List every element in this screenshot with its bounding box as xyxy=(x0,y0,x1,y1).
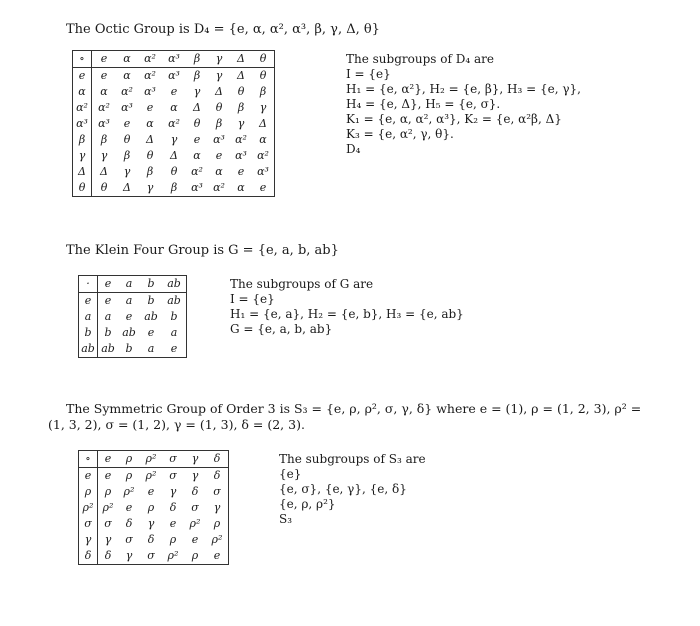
table-cell: ρ² xyxy=(189,517,201,530)
table-header-cell: α³ xyxy=(73,116,92,132)
table-cell: α xyxy=(193,149,201,162)
table-cell: α² xyxy=(235,133,247,146)
table-cell: α² xyxy=(144,69,156,82)
table-cell: Δ xyxy=(100,165,108,178)
subgroup-line: {e, ρ, ρ²} xyxy=(279,497,336,511)
table-cell: e xyxy=(104,469,112,482)
table-cell: e xyxy=(125,501,133,514)
subgroup-line: {e} xyxy=(279,467,302,481)
table-cell: e xyxy=(193,133,201,146)
table-cell: γ xyxy=(123,165,131,178)
table-row xyxy=(79,293,187,310)
table-header-cell: δ xyxy=(79,548,98,565)
table-cell: ab xyxy=(122,326,136,339)
table-header-cell: a xyxy=(118,276,140,293)
subgroup-line: I = {e} xyxy=(346,67,391,81)
table-cell: β xyxy=(215,117,223,130)
table-cell: e xyxy=(215,149,223,162)
table-cell: e xyxy=(123,117,131,130)
table-cell: ρ² xyxy=(123,485,135,498)
s3-heading-line1: The Symmetric Group of Order 3 is S₃ = {e, ρ, ρ², σ, γ, δ} where e = (1), ρ = (1, 2, 3), ρ² = xyxy=(66,401,642,416)
table-cell: ρ xyxy=(104,485,112,498)
table-cell: ρ² xyxy=(102,501,114,514)
table-cell: γ xyxy=(259,101,267,114)
table-cell: γ xyxy=(147,517,155,530)
table-cell: e xyxy=(104,294,112,307)
table-cell: α xyxy=(237,181,245,194)
d4-heading: The Octic Group is D₄ = {e, α, α², α³, β, γ, Δ, θ} xyxy=(66,22,380,37)
table-header-row xyxy=(79,451,229,468)
table-cell: α² xyxy=(168,117,180,130)
table-cell: a xyxy=(104,310,112,323)
table-cell: σ xyxy=(191,501,199,514)
s3-heading xyxy=(48,401,688,433)
subgroups-title: The subgroups of G are xyxy=(230,277,374,291)
table-cell: σ xyxy=(104,517,112,530)
table-header-cell: α xyxy=(73,84,92,100)
table-cell: ρ xyxy=(147,501,155,514)
table-cell: ab xyxy=(167,294,181,307)
table-cell: ρ xyxy=(191,549,199,562)
table-header-cell: ab xyxy=(79,341,98,358)
table-header-cell: e xyxy=(92,51,117,68)
table-header-cell: β xyxy=(186,51,208,68)
table-header-cell: e xyxy=(98,276,119,293)
table-cell: e xyxy=(169,517,177,530)
table-cell: a xyxy=(125,294,133,307)
table-cell: θ xyxy=(123,133,131,146)
table-row xyxy=(73,132,275,148)
table-cell: γ xyxy=(191,469,199,482)
table-cell: α xyxy=(259,133,267,146)
table-cell: σ xyxy=(125,533,133,546)
klein-cayley-table xyxy=(78,275,187,358)
subgroup-line: {e, σ}, {e, γ}, {e, δ} xyxy=(279,482,407,496)
table-cell: α³ xyxy=(121,101,133,114)
table-header-cell: b xyxy=(79,325,98,341)
table-header-cell: β xyxy=(73,132,92,148)
table-cell: ρ² xyxy=(211,533,223,546)
subgroup-line: G = {e, a, b, ab} xyxy=(230,322,333,336)
table-header-cell: ab xyxy=(162,276,187,293)
table-cell: β xyxy=(123,149,131,162)
table-cell: α³ xyxy=(257,165,269,178)
subgroups-title: The subgroups of S₃ are xyxy=(279,452,426,466)
table-cell: α² xyxy=(98,101,110,114)
table-cell: Δ xyxy=(193,101,201,114)
table-cell: α³ xyxy=(168,69,180,82)
table-cell: δ xyxy=(213,469,221,482)
table-cell: θ xyxy=(259,69,267,82)
table-cell: e xyxy=(213,549,221,562)
table-cell: α xyxy=(100,85,108,98)
table-cell: σ xyxy=(147,549,155,562)
s3-cayley-table xyxy=(78,450,229,565)
subgroup-line: H₁ = {e, α²}, H₂ = {e, β}, H₃ = {e, γ}, xyxy=(346,82,581,96)
table-header-cell: ρ² xyxy=(79,500,98,516)
table-cell: β xyxy=(259,85,267,98)
table-header-cell: α² xyxy=(138,51,162,68)
table-cell: β xyxy=(170,181,178,194)
table-header-cell: e xyxy=(79,293,98,310)
table-row xyxy=(73,180,275,197)
subgroup-line: S₃ xyxy=(279,512,293,526)
table-cell: γ xyxy=(215,69,223,82)
table-row xyxy=(73,84,275,100)
table-cell: ab xyxy=(101,342,115,355)
table-cell: e xyxy=(170,85,178,98)
table-header-cell: σ xyxy=(79,516,98,532)
table-cell: γ xyxy=(170,133,178,146)
table-cell: α² xyxy=(213,181,225,194)
table-cell: e xyxy=(147,326,155,339)
klein-heading: The Klein Four Group is G = {e, a, b, ab} xyxy=(66,243,339,258)
table-cell: γ xyxy=(169,485,177,498)
table-cell: θ xyxy=(146,149,154,162)
table-cell: α² xyxy=(191,165,203,178)
table-cell: β xyxy=(193,69,201,82)
table-cell: ρ² xyxy=(167,549,179,562)
table-cell: γ xyxy=(104,533,112,546)
table-row xyxy=(73,100,275,116)
table-cell: θ xyxy=(100,181,108,194)
table-header-cell: γ xyxy=(208,51,230,68)
table-cell: e xyxy=(100,69,108,82)
table-header-cell: α xyxy=(116,51,138,68)
table-cell: α² xyxy=(121,85,133,98)
table-cell: β xyxy=(100,133,108,146)
table-cell: δ xyxy=(125,517,133,530)
table-cell: δ xyxy=(191,485,199,498)
table-cell: a xyxy=(170,326,178,339)
table-cell: θ xyxy=(193,117,201,130)
table-header-cell: ρ² xyxy=(140,451,162,468)
table-row xyxy=(79,341,187,358)
table-cell: Δ xyxy=(123,181,131,194)
table-cell: δ xyxy=(169,501,177,514)
table-cell: b xyxy=(125,342,133,355)
table-cell: Δ xyxy=(237,69,245,82)
table-cell: ρ xyxy=(125,469,133,482)
table-header-row xyxy=(79,276,187,293)
table-cell: γ xyxy=(125,549,133,562)
table-cell: θ xyxy=(170,165,178,178)
table-cell: α xyxy=(170,101,178,114)
subgroups-title: The subgroups of D₄ are xyxy=(346,52,494,66)
table-cell: b xyxy=(104,326,112,339)
table-cell: e xyxy=(237,165,245,178)
subgroup-line: D₄ xyxy=(346,142,361,156)
table-cell: e xyxy=(170,342,178,355)
table-cell: Δ xyxy=(259,117,267,130)
table-cell: σ xyxy=(213,485,221,498)
table-cell: ρ xyxy=(213,517,221,530)
klein-subgroups-list xyxy=(230,277,464,337)
table-row xyxy=(73,148,275,164)
subgroup-line: K₁ = {e, α, α², α³}, K₂ = {e, α²β, Δ} xyxy=(346,112,562,126)
table-header-cell: γ xyxy=(184,451,206,468)
table-header-cell: ρ xyxy=(79,484,98,500)
table-header-cell: α³ xyxy=(162,51,186,68)
table-cell: e xyxy=(147,485,155,498)
table-header-cell: e xyxy=(73,68,92,85)
table-cell: δ xyxy=(104,549,112,562)
table-header-cell: θ xyxy=(73,180,92,197)
table-header-cell: ∘ xyxy=(73,51,92,68)
table-row xyxy=(79,325,187,341)
table-header-cell: · xyxy=(79,276,98,293)
s3-subgroups-list xyxy=(279,452,426,527)
s3-heading-line2: (1, 3, 2), σ = (1, 2), γ = (1, 3), δ = (2, 3). xyxy=(48,417,305,432)
table-cell: α³ xyxy=(213,133,225,146)
table-header-cell: e xyxy=(98,451,119,468)
table-cell: α xyxy=(146,117,154,130)
table-row xyxy=(73,116,275,132)
table-cell: γ xyxy=(100,149,108,162)
table-cell: σ xyxy=(169,469,177,482)
table-header-cell: Δ xyxy=(73,164,92,180)
table-cell: a xyxy=(147,342,155,355)
table-cell: e xyxy=(259,181,267,194)
d4-cayley-table xyxy=(72,50,275,197)
table-row xyxy=(79,548,229,565)
table-cell: θ xyxy=(237,85,245,98)
d4-subgroups-list xyxy=(346,52,581,157)
table-header-cell: ρ xyxy=(118,451,140,468)
table-cell: α³ xyxy=(98,117,110,130)
table-header-cell: γ xyxy=(79,532,98,548)
table-cell: Δ xyxy=(215,85,223,98)
subgroup-line: K₃ = {e, α², γ, θ}. xyxy=(346,127,454,141)
table-cell: α³ xyxy=(191,181,203,194)
table-row xyxy=(79,516,229,532)
table-header-row xyxy=(73,51,275,68)
table-header-cell: θ xyxy=(252,51,275,68)
table-cell: ρ² xyxy=(145,469,157,482)
table-header-cell: e xyxy=(79,468,98,485)
table-cell: γ xyxy=(213,501,221,514)
table-cell: α³ xyxy=(144,85,156,98)
table-row xyxy=(73,164,275,180)
table-header-cell: Δ xyxy=(230,51,252,68)
table-cell: ab xyxy=(144,310,158,323)
table-cell: γ xyxy=(237,117,245,130)
table-header-cell: b xyxy=(140,276,162,293)
table-header-cell: α² xyxy=(73,100,92,116)
table-cell: ρ xyxy=(169,533,177,546)
table-row xyxy=(79,532,229,548)
table-cell: Δ xyxy=(146,133,154,146)
table-cell: γ xyxy=(146,181,154,194)
table-cell: α³ xyxy=(235,149,247,162)
table-row xyxy=(79,484,229,500)
table-cell: e xyxy=(191,533,199,546)
table-row xyxy=(79,309,187,325)
table-cell: α xyxy=(123,69,131,82)
table-cell: γ xyxy=(193,85,201,98)
table-cell: θ xyxy=(215,101,223,114)
table-cell: e xyxy=(125,310,133,323)
table-cell: β xyxy=(237,101,245,114)
table-cell: b xyxy=(170,310,178,323)
table-header-cell: σ xyxy=(162,451,184,468)
table-header-cell: a xyxy=(79,309,98,325)
table-header-cell: γ xyxy=(73,148,92,164)
table-row xyxy=(73,68,275,85)
subgroup-line: H₄ = {e, Δ}, H₅ = {e, σ}. xyxy=(346,97,501,111)
table-row xyxy=(79,500,229,516)
subgroup-line: I = {e} xyxy=(230,292,275,306)
table-cell: b xyxy=(147,294,155,307)
table-cell: α xyxy=(215,165,223,178)
table-cell: e xyxy=(146,101,154,114)
subgroup-line: H₁ = {e, a}, H₂ = {e, b}, H₃ = {e, ab} xyxy=(230,307,464,321)
table-header-cell: δ xyxy=(206,451,229,468)
table-cell: δ xyxy=(147,533,155,546)
table-header-cell: ∘ xyxy=(79,451,98,468)
table-row xyxy=(79,468,229,485)
table-cell: α² xyxy=(257,149,269,162)
table-cell: Δ xyxy=(170,149,178,162)
table-cell: β xyxy=(146,165,154,178)
